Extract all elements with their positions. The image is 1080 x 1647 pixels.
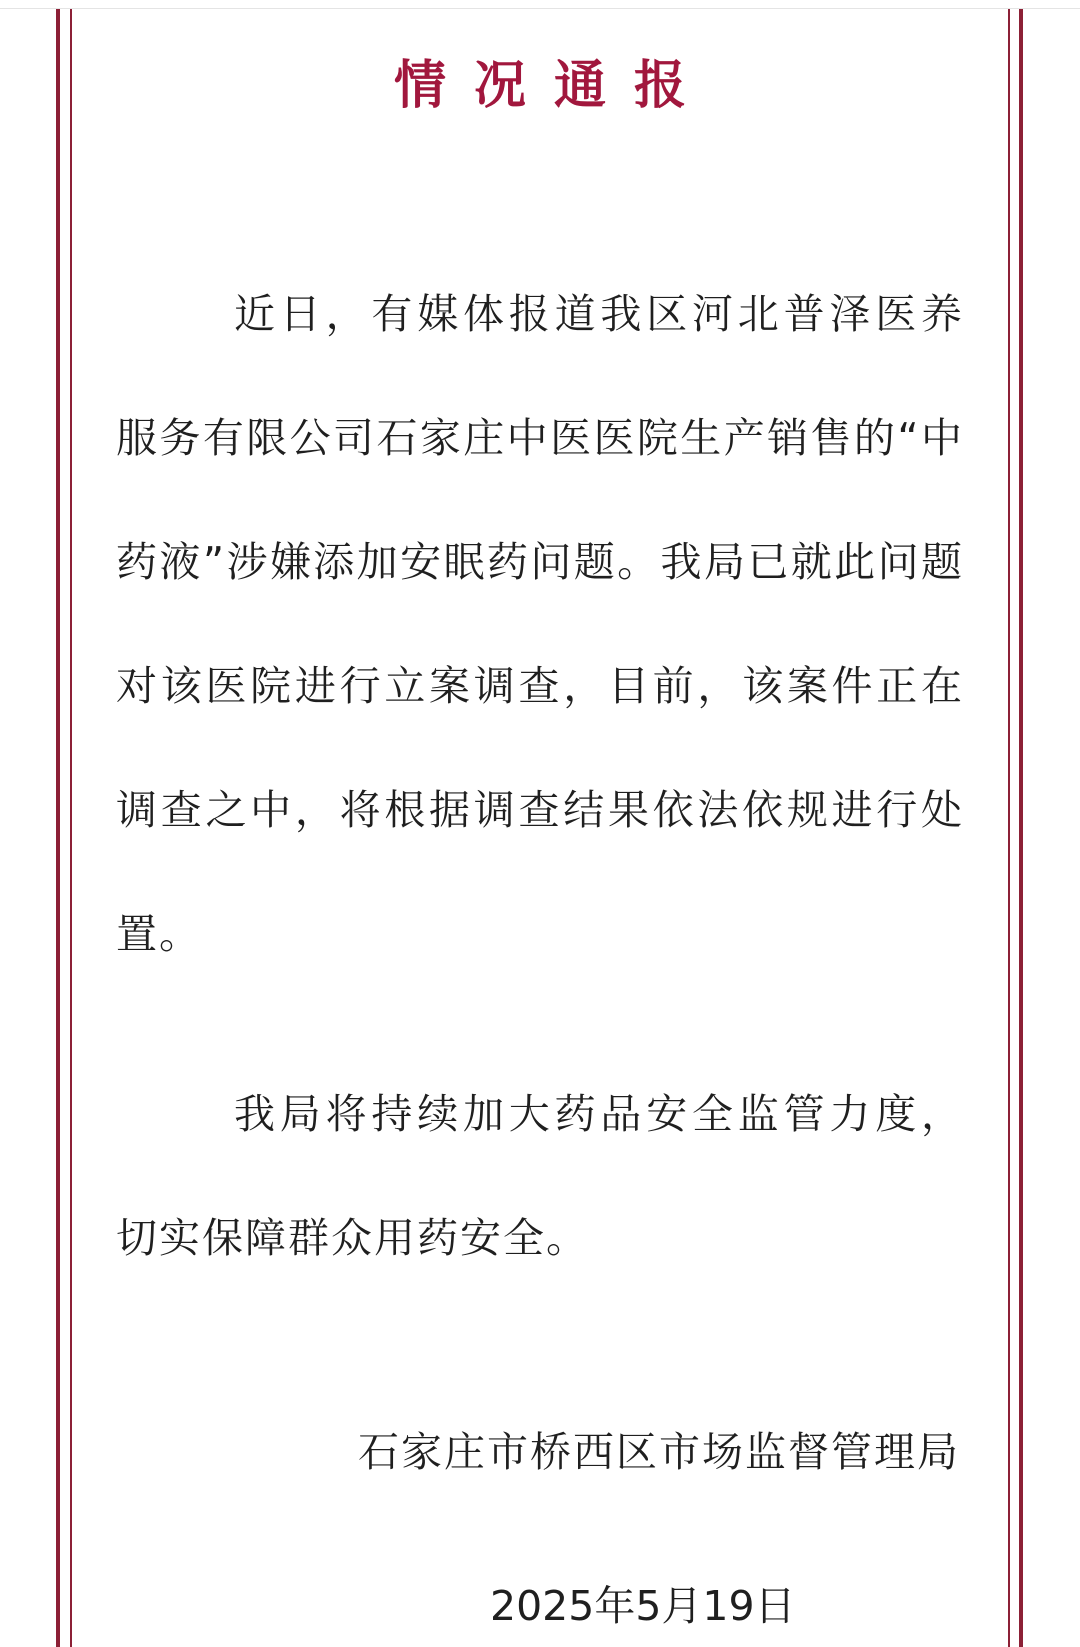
left-border-outer	[56, 9, 60, 1647]
top-divider	[0, 8, 1080, 9]
notice-title: 情况通报	[393, 56, 714, 116]
issue-date: 2025年5月19日	[490, 1582, 796, 1630]
notice-paragraph-1: 近日，有媒体报道我区河北普泽医养服务有限公司石家庄中医医院生产销售的“中药液”涉嫌添加安眠药问题。我局已就此问题对该医院进行立案调查，目前，该案件正在调查之中，将根据调查结果依法依规进行处置。	[116, 290, 964, 958]
left-border-inner	[70, 9, 72, 1647]
right-border-inner	[1008, 9, 1010, 1647]
notice-paragraph-2: 我局将持续加大药品安全监管力度，切实保障群众用药安全。	[116, 1090, 964, 1262]
issuing-authority: 石家庄市桥西区市场监督管理局	[358, 1428, 960, 1476]
right-border-outer	[1019, 9, 1023, 1647]
